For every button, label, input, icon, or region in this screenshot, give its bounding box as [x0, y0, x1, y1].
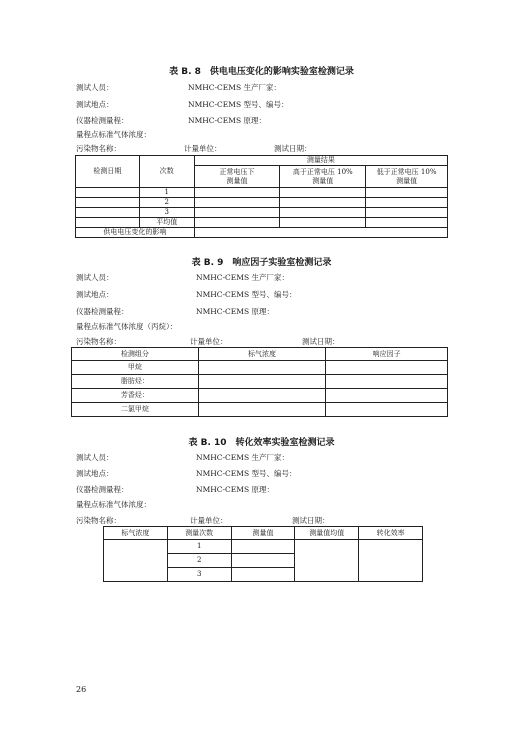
table-cell	[366, 208, 448, 218]
table-cell	[326, 375, 448, 389]
b8-manufacturer-label: NMHC-CEMS 生产厂家：	[188, 83, 281, 92]
b8-col-low-line2: 测量值	[396, 176, 418, 185]
b9-row-methane: 甲烷	[72, 361, 199, 375]
table-cell	[194, 198, 280, 208]
b10-pollutant-label: 污染物名称：	[76, 516, 121, 525]
b8-col-results: 测量结果	[194, 156, 447, 166]
table-cell	[326, 389, 448, 403]
table-row	[72, 403, 448, 417]
b8-col-high	[280, 166, 366, 188]
b9-manufacturer-label: NMHC-CEMS 生产厂家：	[196, 273, 289, 282]
table-cell	[194, 228, 447, 238]
b10-col-conc: 标气浓度	[104, 527, 168, 540]
b8-col-date: 检测日期	[76, 156, 140, 188]
table-row	[72, 389, 448, 403]
table-cell	[198, 375, 326, 389]
b8-principle-label: NMHC-CEMS 原理：	[188, 116, 266, 125]
table-row	[76, 228, 448, 238]
b9-col-factor: 响应因子	[326, 348, 448, 361]
b8-model-label: NMHC-CEMS 型号、编号：	[188, 100, 289, 109]
table-cell	[280, 218, 366, 228]
table-cell	[76, 188, 140, 198]
b10-row-1: 1	[167, 540, 231, 554]
table-cell	[366, 218, 448, 228]
b8-row-1: 1	[139, 188, 194, 198]
table-row	[76, 198, 448, 208]
b8-unit-label: 计量单位：	[184, 144, 222, 153]
table-row	[72, 361, 448, 375]
b8-range-label: 仪器检测量程：	[76, 116, 129, 125]
b9-pollutant-label: 污染物名称：	[76, 337, 121, 346]
b8-col-normal	[194, 166, 280, 188]
table-cell	[194, 188, 280, 198]
b8-row-2: 2	[139, 198, 194, 208]
table-b9	[71, 347, 448, 417]
b8-col-low-line1: 低于正常电压 10%	[376, 167, 437, 176]
table-cell	[198, 389, 326, 403]
table-cell	[280, 208, 366, 218]
table-header-row	[104, 527, 423, 540]
b9-range-label: 仪器检测量程：	[76, 307, 129, 316]
b10-row-2: 2	[167, 554, 231, 568]
table-cell	[366, 188, 448, 198]
table-b8	[75, 155, 448, 238]
b10-location-label: 测试地点：	[76, 469, 114, 478]
table-row	[72, 375, 448, 389]
table-b10-title: 表 B. 10 转化效率实验室检测记录	[188, 438, 335, 448]
b8-col-count: 次数	[139, 156, 194, 188]
table-cell	[231, 568, 295, 582]
b10-col-count: 测量次数	[167, 527, 231, 540]
table-cell	[198, 403, 326, 417]
table-cell	[280, 188, 366, 198]
b10-principle-label: NMHC-CEMS 原理：	[196, 485, 274, 494]
b8-col-high-line2: 测量值	[312, 176, 334, 185]
b10-range-label: 仪器检测量程：	[76, 485, 129, 494]
table-cell	[198, 361, 326, 375]
b10-col-value: 测量值	[231, 527, 295, 540]
b9-row-aliphatic: 脂肪烃：	[72, 375, 199, 389]
b8-tester-label: 测试人员：	[76, 83, 114, 92]
b8-col-normal-line2: 测量值	[226, 176, 248, 185]
b9-row-dichloromethane: 二氯甲烷	[72, 403, 199, 417]
table-b10	[103, 526, 423, 582]
table-cell	[359, 540, 423, 582]
b9-unit-label: 计量单位：	[190, 337, 228, 346]
table-cell	[326, 361, 448, 375]
table-cell	[194, 208, 280, 218]
b8-col-normal-line1: 正常电压下	[219, 167, 255, 176]
table-cell	[366, 198, 448, 208]
table-cell	[231, 540, 295, 554]
table-cell	[326, 403, 448, 417]
table-cell	[76, 218, 140, 228]
b8-col-low	[366, 166, 448, 188]
table-header-row	[72, 348, 448, 361]
b9-model-label: NMHC-CEMS 型号、编号：	[196, 290, 297, 299]
b10-row-3: 3	[167, 568, 231, 582]
table-cell	[295, 540, 359, 582]
b10-date-label: 测试日期：	[292, 516, 330, 525]
table-row	[104, 540, 423, 554]
table-cell	[76, 208, 140, 218]
table-cell	[280, 198, 366, 208]
b8-gas-label: 量程点标准气体浓度：	[76, 130, 151, 139]
table-b9-title: 表 B. 9 响应因子实验室检测记录	[191, 258, 332, 268]
b8-location-label: 测试地点：	[76, 100, 114, 109]
table-cell	[76, 198, 140, 208]
table-row	[76, 218, 448, 228]
b8-row-average: 平均值	[139, 218, 194, 228]
table-cell	[194, 218, 280, 228]
table-row	[76, 208, 448, 218]
b10-col-efficiency: 转化效率	[359, 527, 423, 540]
b9-col-component: 检测组分	[72, 348, 199, 361]
b10-model-label: NMHC-CEMS 型号、编号：	[196, 469, 297, 478]
b10-tester-label: 测试人员：	[76, 453, 114, 462]
b9-date-label: 测试日期：	[302, 337, 340, 346]
b8-row-effect: 供电电压变化的影响	[76, 228, 195, 238]
b8-col-high-line1: 高于正常电压 10%	[292, 167, 353, 176]
b10-unit-label: 计量单位：	[190, 516, 228, 525]
b9-col-conc: 标气浓度	[198, 348, 326, 361]
b10-gas-label: 量程点标准气体浓度：	[76, 500, 151, 509]
b9-principle-label: NMHC-CEMS 原理：	[196, 307, 274, 316]
table-row	[76, 188, 448, 198]
table-b8-title: 表 B. 8 供电电压变化的影响实验室检测记录	[169, 67, 354, 77]
b9-row-aromatic: 芳香烃：	[72, 389, 199, 403]
b9-gas-label: 量程点标准气体浓度（丙烷）：	[76, 322, 178, 331]
b9-tester-label: 测试人员：	[76, 273, 114, 282]
b8-pollutant-label: 污染物名称：	[76, 144, 121, 153]
page-number: 26	[76, 685, 87, 694]
b8-row-3: 3	[139, 208, 194, 218]
b10-col-mean: 测量值均值	[295, 527, 359, 540]
b9-location-label: 测试地点：	[76, 290, 114, 299]
b10-manufacturer-label: NMHC-CEMS 生产厂家：	[196, 453, 289, 462]
table-cell	[231, 554, 295, 568]
table-cell	[104, 540, 168, 582]
b8-date-label: 测试日期：	[274, 144, 312, 153]
